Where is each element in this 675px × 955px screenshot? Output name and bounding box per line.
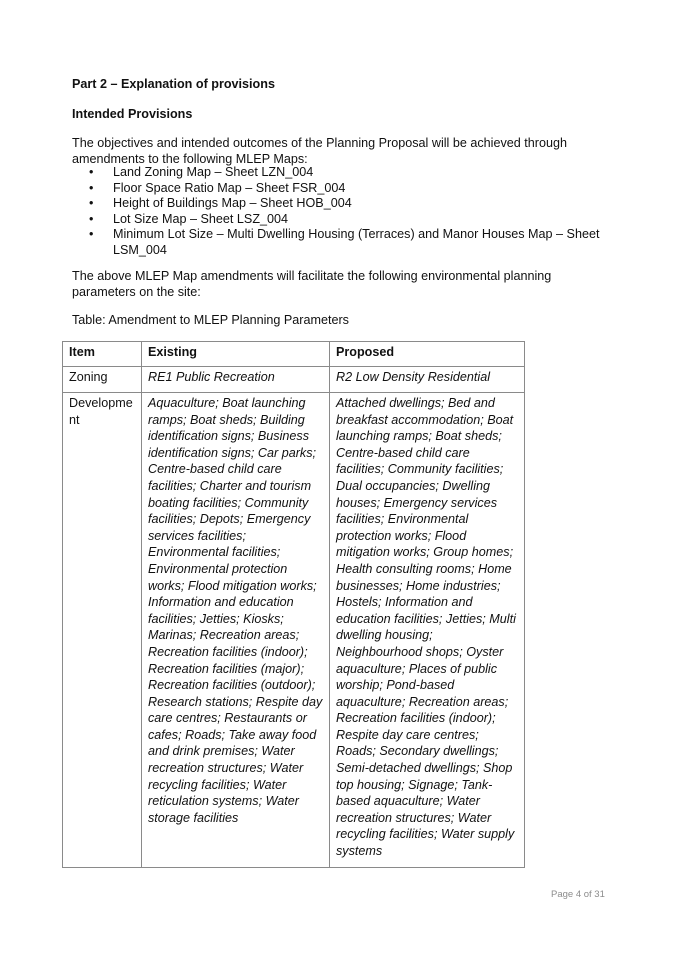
map-amendments-list [72, 165, 612, 258]
bullet-icon: • [89, 211, 94, 226]
cell-existing: RE1 Public Recreation [142, 367, 330, 393]
list-item [72, 227, 612, 258]
header-proposed: Proposed [330, 342, 525, 367]
cell-proposed: R2 Low Density Residential [330, 367, 525, 393]
part-heading: Part 2 – Explanation of provisions [72, 77, 275, 91]
bullet-icon: • [89, 165, 94, 179]
list-item-text: Height of Buildings Map – Sheet HOB_004 [113, 196, 352, 210]
bullet-icon: • [89, 196, 94, 210]
table-row [63, 393, 525, 868]
list-item [72, 181, 612, 197]
section-heading: Intended Provisions [72, 107, 193, 121]
list-item [72, 165, 612, 181]
list-item-text: Lot Size Map – Sheet LSZ_004 [113, 211, 289, 226]
bullet-icon: • [89, 180, 94, 195]
list-item-text: Land Zoning Map – Sheet LZN_004 [113, 165, 314, 179]
bullet-icon: • [89, 227, 94, 241]
page-number: Page 4 of 31 [551, 889, 605, 900]
table-row [63, 367, 525, 393]
cell-item: Development [63, 393, 142, 868]
intro-paragraph: The objectives and intended outcomes of the Planning Proposal will be achieved through amendments to the following MLEP Maps: [72, 136, 567, 166]
list-item [72, 196, 612, 212]
list-item [72, 212, 612, 228]
cell-proposed: Attached dwellings; Bed and breakfast accommodation; Boat launching ramps; Boat sheds; Centre-based child care facilities; Community facilities; Dual occupancies; Dwelling houses; Emergency services facilities; Environmental protection works; Flood mitigation works; Group homes; Health consulting rooms; Home businesses; Home industries; Hostels; Information and education facilities; Jetties; Multi dwelling housing; Neighbourhood shops; Oyster aquaculture; Places of public worship; Pond-based aquaculture; Recreation areas; Recreation facilities (indoor); Respite day care centres; Roads; Secondary dwellings; Semi-detached dwellings; Shop top housing; Signage; Tank-based aquaculture; Water recreation structures; Water recycling facilities; Water supply systems [330, 393, 525, 868]
list-item-text: Floor Space Ratio Map – Sheet FSR_004 [113, 180, 346, 195]
cell-item: Zoning [63, 367, 142, 393]
header-existing: Existing [142, 342, 330, 367]
table-header-row [63, 342, 525, 367]
planning-parameters-table [62, 341, 525, 868]
header-item: Item [63, 342, 142, 367]
facilitate-paragraph: The above MLEP Map amendments will facilitate the following environmental planning parameters on the site: [72, 269, 552, 299]
table-caption: Table: Amendment to MLEP Planning Parameters [72, 313, 349, 327]
list-item-text: Minimum Lot Size – Multi Dwelling Housing (Terraces) and Manor Houses Map – Sheet LSM_004 [113, 227, 600, 257]
cell-existing: Aquaculture; Boat launching ramps; Boat sheds; Building identification signs; Business identification signs; Car parks; Centre-based child care facilities; Charter and tourism boating facilities; Community facilities; Depots; Emergency services facilities; Environmental facilities; Environmental protection works; Flood mitigation works; Information and education facilities; Jetties; Kiosks; Marinas; Recreation areas; Recreation facilities (indoor); Recreation facilities (major); Recreation facilities (outdoor); Research stations; Respite day care centres; Restaurants or cafes; Roads; Take away food and drink premises; Water recreation structures; Water recycling facilities; Water reticulation systems; Water storage facilities [142, 393, 330, 868]
